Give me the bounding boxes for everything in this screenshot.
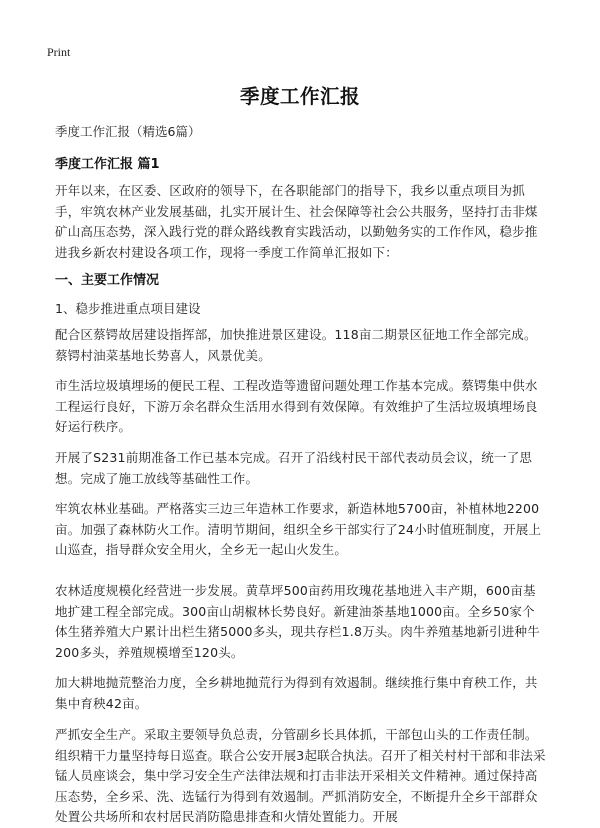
- paragraph: 开展了S231前期准备工作已基本完成。召开了沿线村民干部代表动员会议，统一了思想。完成了施工放线等基础性工作。: [55, 450, 533, 486]
- section-heading: 一、主要工作情况: [55, 273, 160, 288]
- paragraph: 配合区蔡锷故居建设指挥部，加快推进景区建设。118亩二期景区征地工作全部完成。蔡锷村油菜基地长势喜人，风景优美。: [55, 327, 537, 363]
- chapter-heading: 季度工作汇报 篇1: [55, 157, 160, 172]
- paragraph: 牢筑农林业基础。严格落实三边三年造林工作要求，新造林地5700亩，补植林地2200亩。加强了森林防火工作。清明节期间，组织全乡干部实行了24小时值班制度，开展上山巡查，指导群众安全用火，全乡无一起山火发生。: [55, 501, 542, 557]
- paragraph: 严抓安全生产。采取主要领导负总责，分管副乡长具体抓，干部包山头的工作责任制。组织精干力量坚持每日巡查。联合公安开展3起联合执法。召开了相关村村干部和非法采锰人员座谈会，集中学习安全生产法律法规和打击非法开采相关文件精神。通过保持高压态势，全乡采、洗、选锰行为得到有效遏制。严抓消防安全，不断提升全乡干部群众处置公共场所和农村居民消防隐患排查和火情处置能力。开展: [55, 727, 546, 824]
- print-link[interactable]: Print: [47, 45, 71, 59]
- paragraph: 加大耕地抛荒整治力度，全乡耕地抛荒行为得到有效遏制。继续推行集中育秧工作，共集中育秧42亩。: [55, 675, 538, 711]
- paragraph: 市生活垃圾填埋场的便民工程、工程改造等遗留问题处理工作基本完成。蔡锷集中供水工程运行良好，下游万余名群众生活用水得到有效保障。有效维护了生活垃圾填埋场良好运行秩序。: [55, 378, 538, 434]
- intro-paragraph: 开年以来，在区委、区政府的领导下，在各职能部门的指导下，我乡以重点项目为抓手，牢筑农林产业发展基础，扎实开展计生、社会保障等社会公共服务，坚持打击非煤矿山高压态势，深入践行党的群众路线教育实践活动，以勤勉务实的工作作风，稳步推进我乡新农村建设各项工作，现将一季度工作简单汇报如下：: [55, 183, 538, 260]
- paragraph: 农林适度规模化经营进一步发展。黄草坪500亩药用玫瑰花基地进入丰产期，600亩基地扩建工程全部完成。300亩山胡椒林长势良好。新建油茶基地1000亩。全乡50家个体生猪养殖大户累计出栏生猪5000多头，现共存栏1.8万头。肉牛养殖基地新引进种牛200多头，养殖规模增至120头。: [55, 583, 540, 660]
- subsection-heading: 1、稳步推进重点项目建设: [55, 301, 201, 316]
- document-subtitle: 季度工作汇报（精选6篇）: [55, 124, 201, 139]
- document-title: 季度工作汇报: [239, 85, 360, 108]
